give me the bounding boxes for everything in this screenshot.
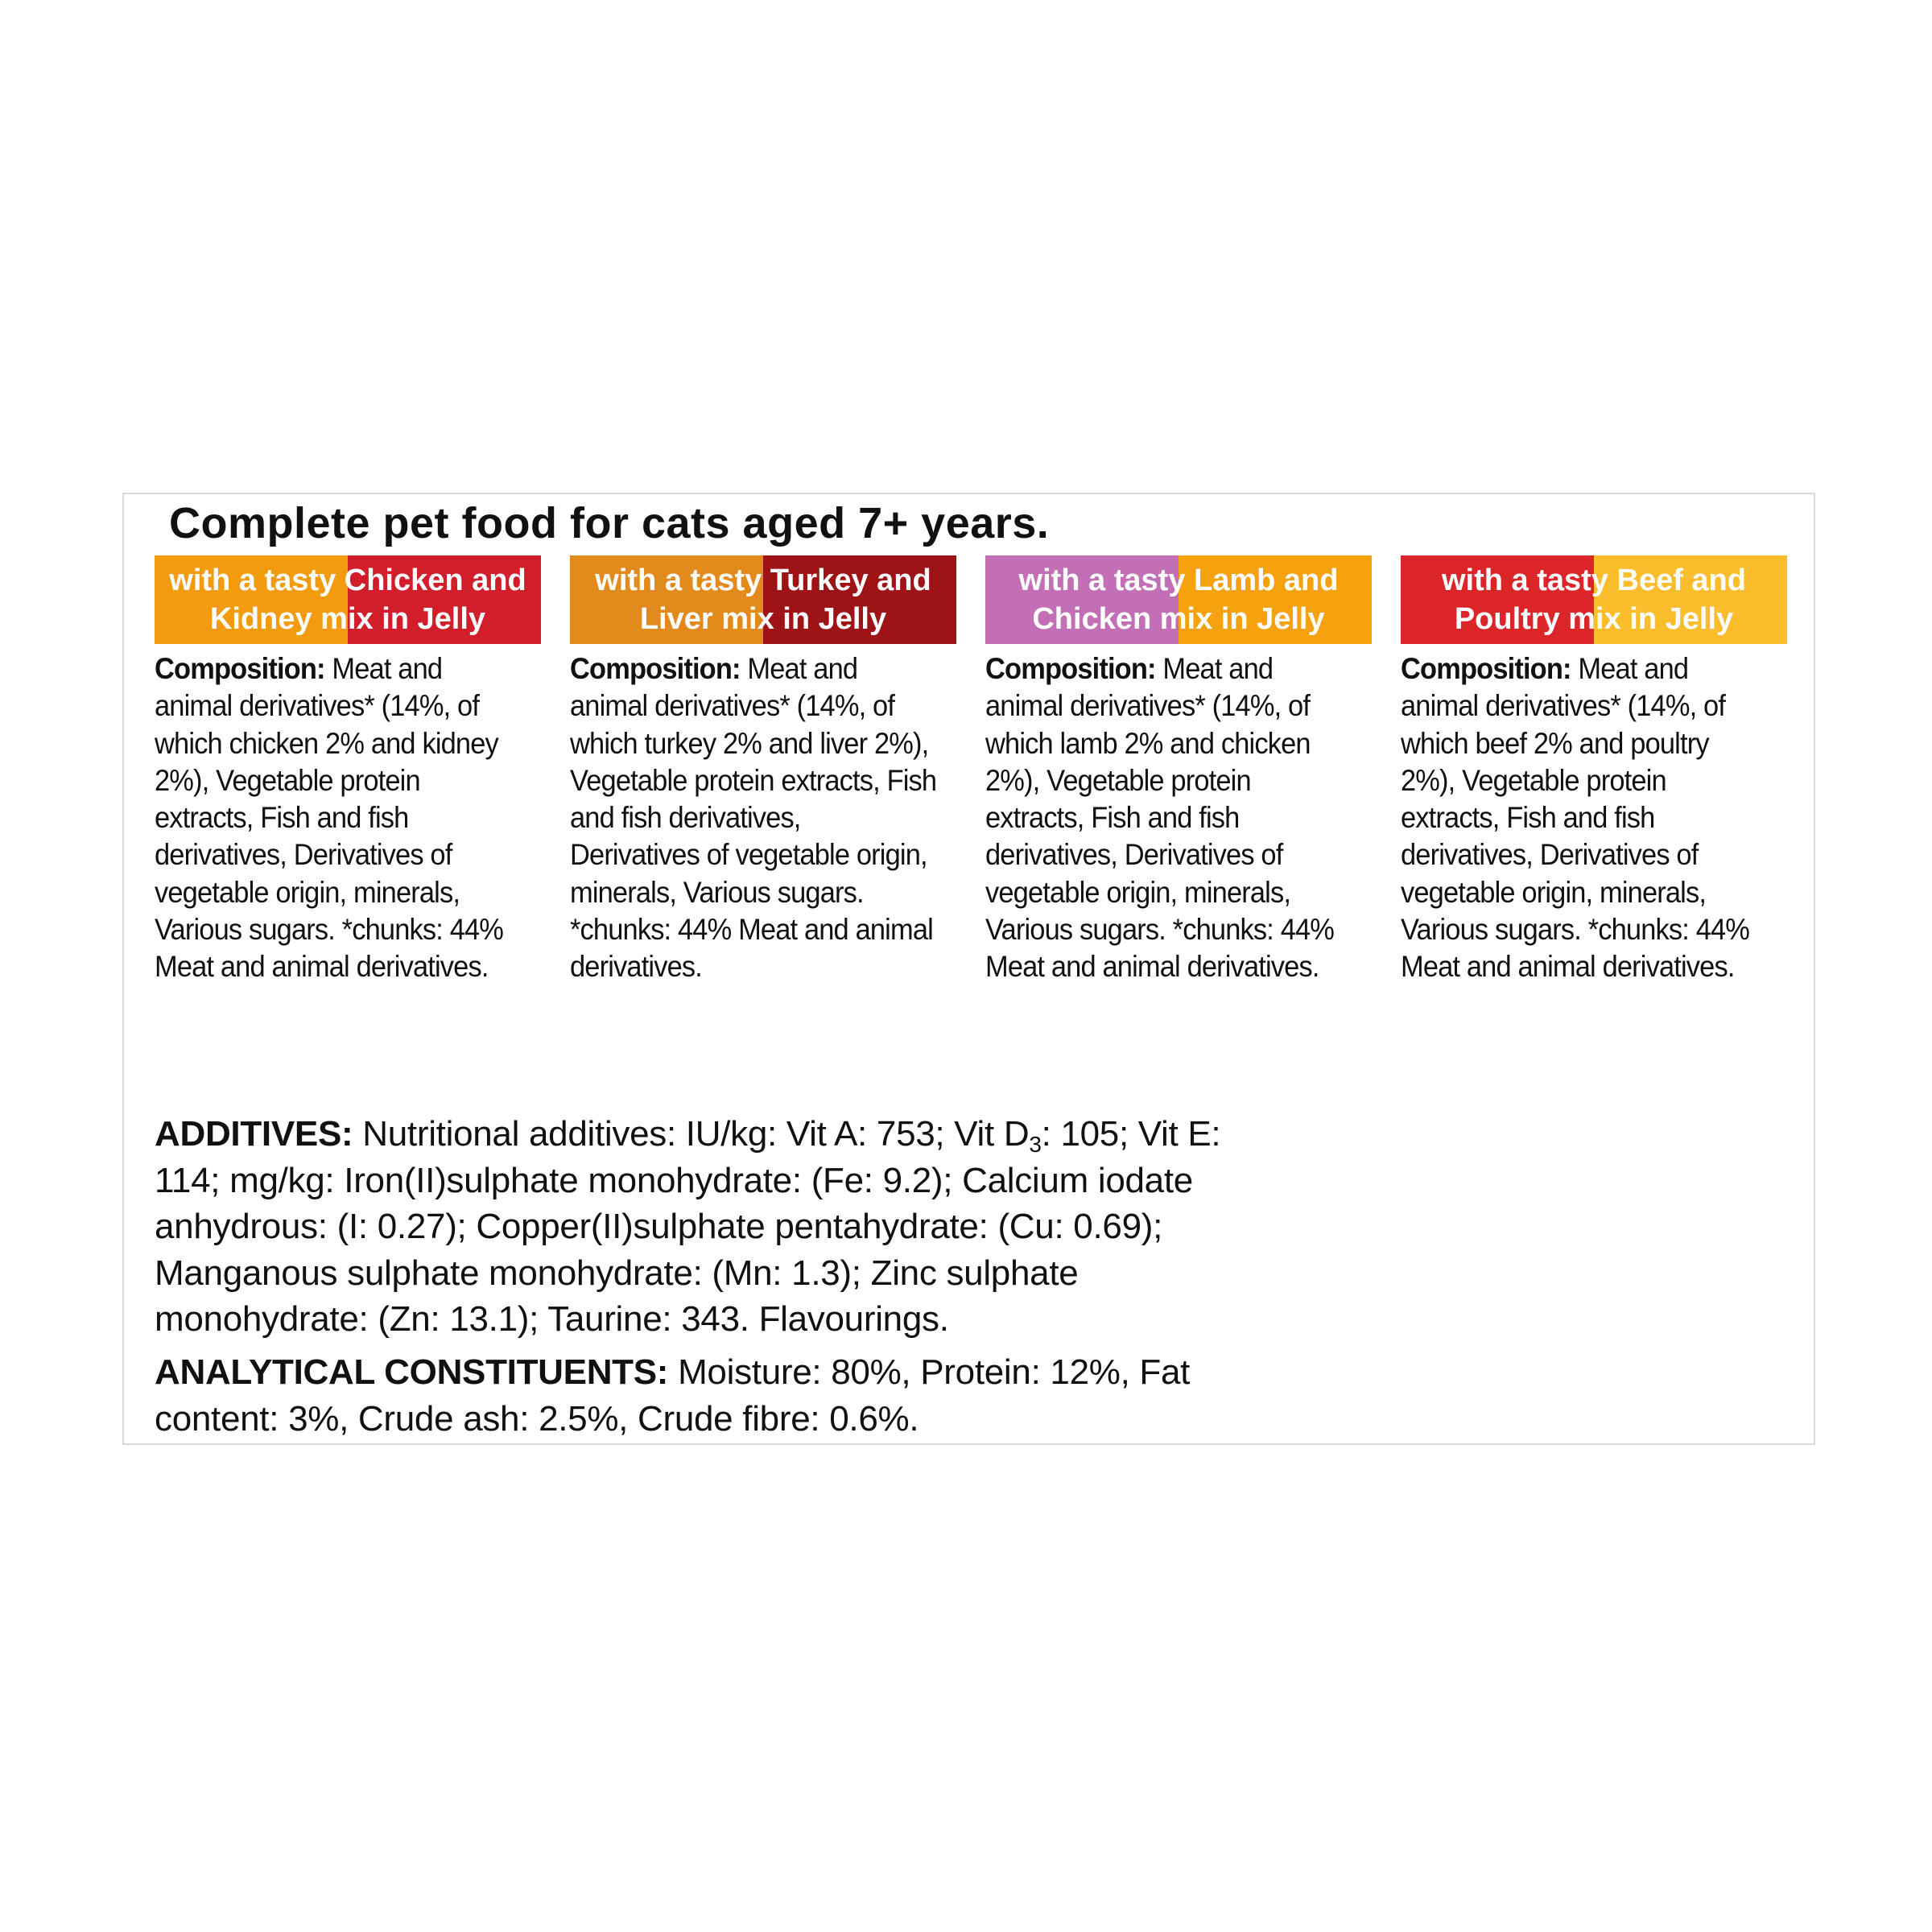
analytical-label: ANALYTICAL CONSTITUENTS: <box>155 1352 669 1392</box>
variety-banner-turkey-liver <box>570 555 956 644</box>
banner-line-1: with a tasty Lamb and <box>1018 564 1339 597</box>
composition-label: Composition: <box>985 652 1156 685</box>
banner-line-1: with a tasty Turkey and <box>595 564 931 597</box>
composition-text: Meat and animal derivatives* (14%, of which beef 2% and poultry 2%), Vegetable protein extracts, Fish and fish derivatives, Derivatives of vegetable origin, minerals, Various sugars. *chunks: 44% Meat and animal derivatives. <box>1401 652 1750 984</box>
composition-beef-poultry <box>1401 650 1768 986</box>
banner-line-1: with a tasty Chicken and <box>169 564 526 597</box>
composition-label: Composition: <box>570 652 741 685</box>
variety-banner-chicken-kidney <box>155 555 541 644</box>
analytical-text: Moisture: 80%, Protein: 12%, Fat content: 3%, Crude ash: 2.5%, Crude fibre: 0.6%. <box>155 1352 1191 1439</box>
composition-text: Meat and animal derivatives* (14%, of which lamb 2% and chicken 2%), Vegetable protein extracts, Fish and fish derivatives, Derivatives of vegetable origin, minerals, Various sugars. *chunks: 44% Meat and animal derivatives. <box>985 652 1335 984</box>
headline: Complete pet food for cats aged 7+ years. <box>169 499 1050 547</box>
banner-line-2: Chicken mix in Jelly <box>1032 602 1325 636</box>
additives-label: ADDITIVES: <box>155 1114 353 1154</box>
variety-banner-lamb-chicken <box>985 555 1372 644</box>
composition-text: Meat and animal derivatives* (14%, of which chicken 2% and kidney 2%), Vegetable protein extracts, Fish and fish derivatives, Derivatives of vegetable origin, minerals, Various sugars. *chunks: 44% Meat and animal derivatives. <box>155 652 504 984</box>
composition-label: Composition: <box>1401 652 1571 685</box>
vitamin-d-subscript: 3 <box>1029 1132 1042 1157</box>
composition-text: Meat and animal derivatives* (14%, of which turkey 2% and liver 2%), Vegetable protein extracts, Fish and fish derivatives, Derivatives of vegetable origin, minerals, Various sugars. *chunks: 44% Meat and animal derivatives. <box>570 652 937 984</box>
banner-line-2: Poultry mix in Jelly <box>1454 602 1734 636</box>
banner-line-1: with a tasty Beef and <box>1442 564 1746 597</box>
composition-lamb-chicken <box>985 650 1352 986</box>
additives-section <box>155 1111 1282 1343</box>
analytical-constituents-section <box>155 1349 1282 1442</box>
banner-line-2: Kidney mix in Jelly <box>209 602 486 636</box>
composition-turkey-liver <box>570 650 937 986</box>
banner-line-2: Liver mix in Jelly <box>639 602 887 636</box>
additives-text-2: : 105; Vit E: 114; mg/kg: Iron(II)sulphate monohydrate: (Fe: 9.2); Calcium iodate anhydrous: (I: 0.27); Copper(II)sulphate pentahydrate: (Cu: 0.69); Manganous sulphate monohydrate: (Mn: 1.3); Zinc sulphate monohydrate: (Zn: 13.1); Taurine: 343. Flavourings. <box>155 1114 1221 1339</box>
composition-label: Composition: <box>155 652 325 685</box>
additives-text-1: Nutritional additives: IU/kg: Vit A: 753; Vit D <box>353 1114 1030 1154</box>
variety-banner-beef-poultry <box>1401 555 1787 644</box>
composition-chicken-kidney <box>155 650 522 986</box>
